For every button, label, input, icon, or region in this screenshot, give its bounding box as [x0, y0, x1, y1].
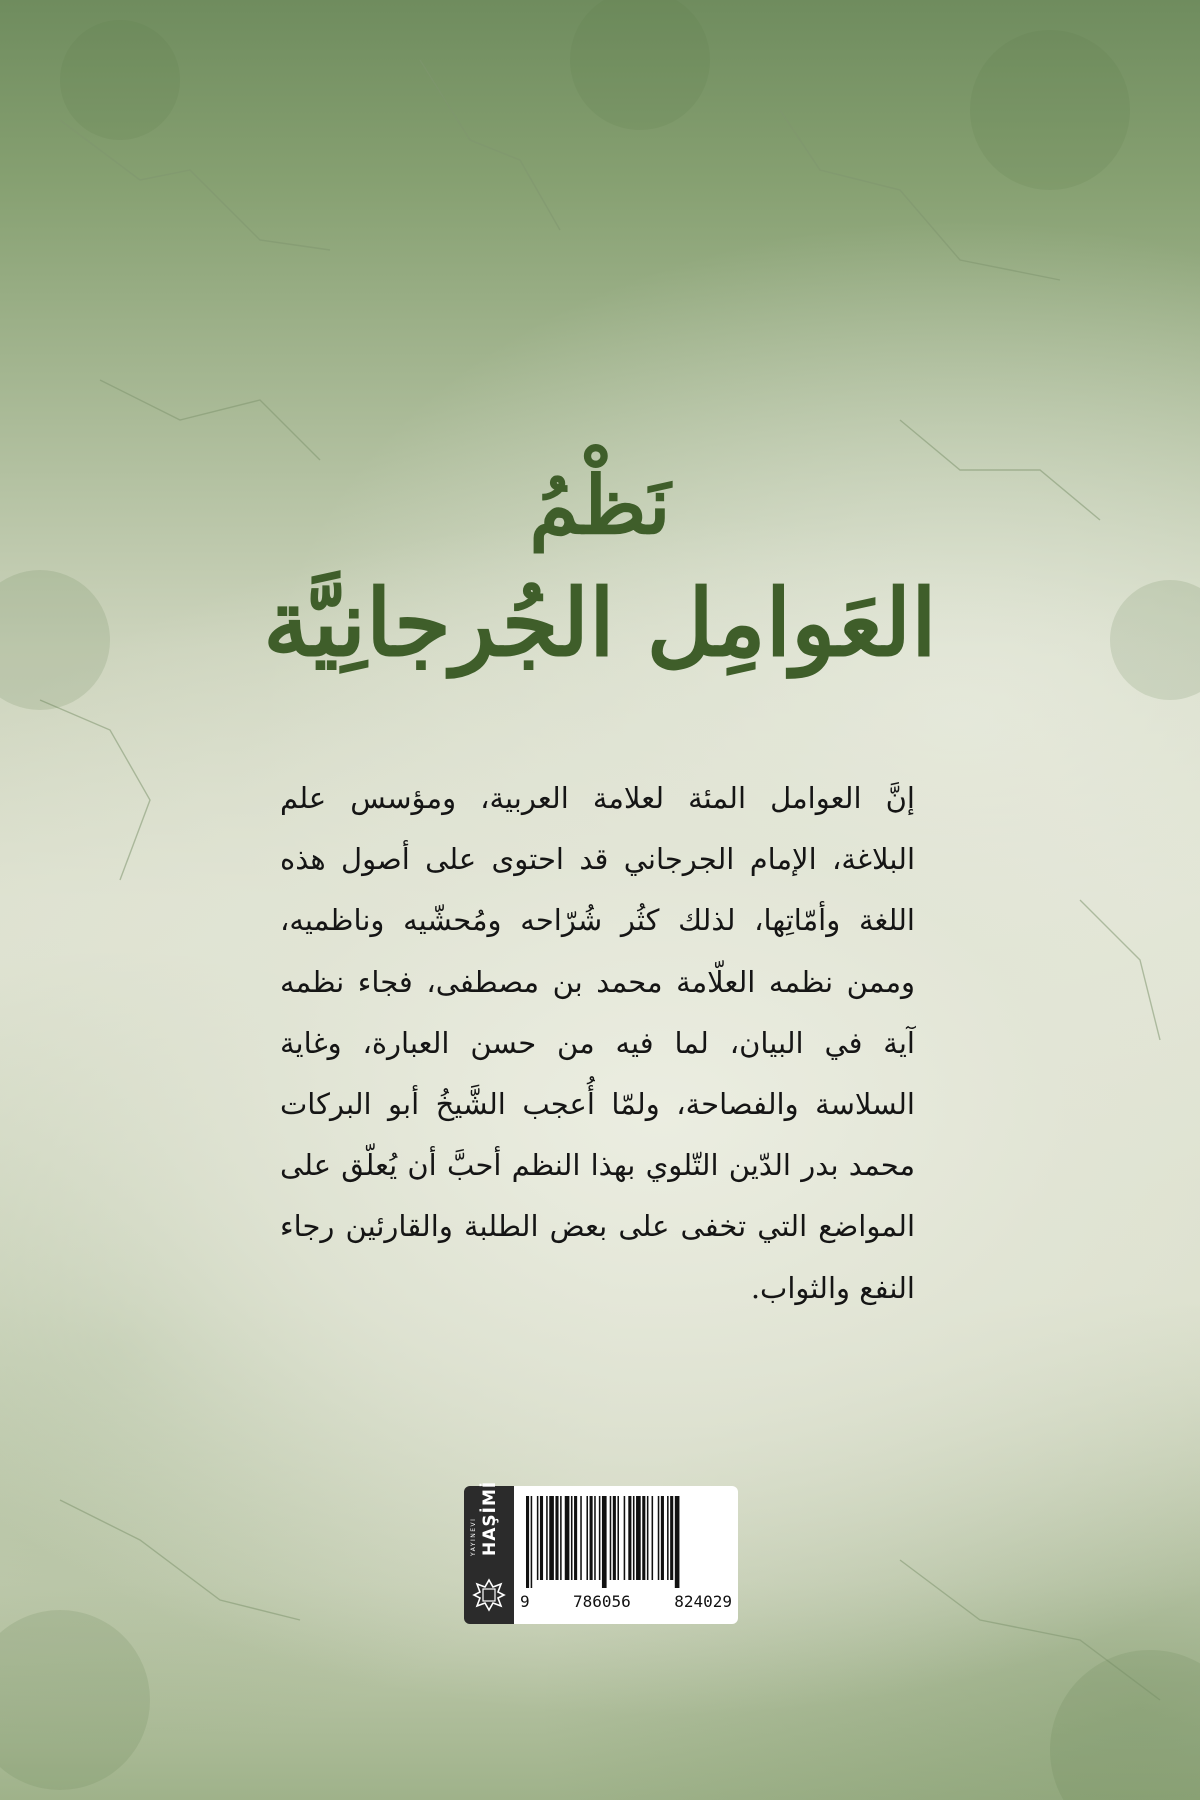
publisher-logo-icon — [472, 1578, 506, 1612]
barcode-bar — [526, 1496, 529, 1588]
barcode-bar — [571, 1496, 573, 1580]
barcode-bar — [661, 1496, 664, 1580]
barcode-bar — [667, 1496, 669, 1580]
barcode-bar — [647, 1496, 649, 1580]
barcode-bar — [537, 1496, 539, 1580]
barcode-bar — [560, 1496, 562, 1580]
barcode-bar — [590, 1496, 593, 1580]
barcode-bar — [531, 1496, 533, 1588]
barcode-digits — [520, 1592, 732, 1611]
barcode-bar — [624, 1496, 626, 1580]
title-line-2: العَوامِل الجُرجانِيَّة — [263, 569, 937, 677]
barcode-bar — [628, 1496, 631, 1580]
barcode-bar — [670, 1496, 673, 1580]
barcode-bar — [613, 1496, 616, 1580]
publisher-subtitle: YAYINEVİ — [470, 1517, 477, 1556]
barcode-bar — [546, 1496, 548, 1580]
barcode-bar — [549, 1496, 554, 1580]
barcode-bar — [642, 1496, 645, 1580]
barcode-bar — [555, 1496, 558, 1580]
publisher-name: HAŞİMİ — [480, 1480, 500, 1556]
barcode-bar — [658, 1496, 660, 1580]
barcode-bar — [574, 1496, 577, 1580]
barcode-bar — [540, 1496, 543, 1580]
publisher-strip — [464, 1480, 514, 1624]
barcode-bar — [599, 1496, 601, 1580]
barcode-label — [464, 1480, 738, 1624]
barcode-bar — [633, 1496, 635, 1580]
barcode-digits-right: 824029 — [674, 1592, 732, 1611]
barcode-bar — [586, 1496, 588, 1580]
barcode-digit-first: 9 — [520, 1592, 530, 1611]
blurb-text: إنَّ العوامل المئة لعلامة العربية، ومؤسس علم البلاغة، الإمام الجرجاني قد احتوى على أصول هذه اللغة وأمّاتِها، لذلك كثُر شُرّاحه ومُحشّيه وناظميه، وممن نظمه العلّامة محمد بن مصطفى، فجاء نظمه آية في البيان، لما فيه من حسن العبارة، وغاية السلاسة والفصاحة، ولمّا أُعجب الشَّيخُ أبو البركات محمد بدر الدّين التّلوي بهذا النظم أحبَّ أن يُعلّق على المواضع التي تخفى على بعض الطلبة والقارئين رجاء النفع والثواب. — [280, 781, 915, 1305]
barcode-bar — [602, 1496, 607, 1588]
barcode-bar — [617, 1496, 619, 1580]
barcode-bar — [636, 1496, 641, 1580]
barcode-digits-left: 786056 — [573, 1592, 631, 1611]
barcode-bars — [524, 1496, 728, 1588]
barcode-bar — [610, 1496, 612, 1580]
barcode-box — [514, 1486, 738, 1624]
barcode-bar — [594, 1496, 596, 1580]
barcode-bar — [675, 1496, 680, 1588]
barcode-bar — [652, 1496, 654, 1580]
cover-title — [0, 455, 1200, 683]
barcode-bar — [565, 1496, 570, 1580]
barcode-bar — [580, 1496, 582, 1580]
title-line-1: نَظْمُ — [529, 458, 671, 552]
